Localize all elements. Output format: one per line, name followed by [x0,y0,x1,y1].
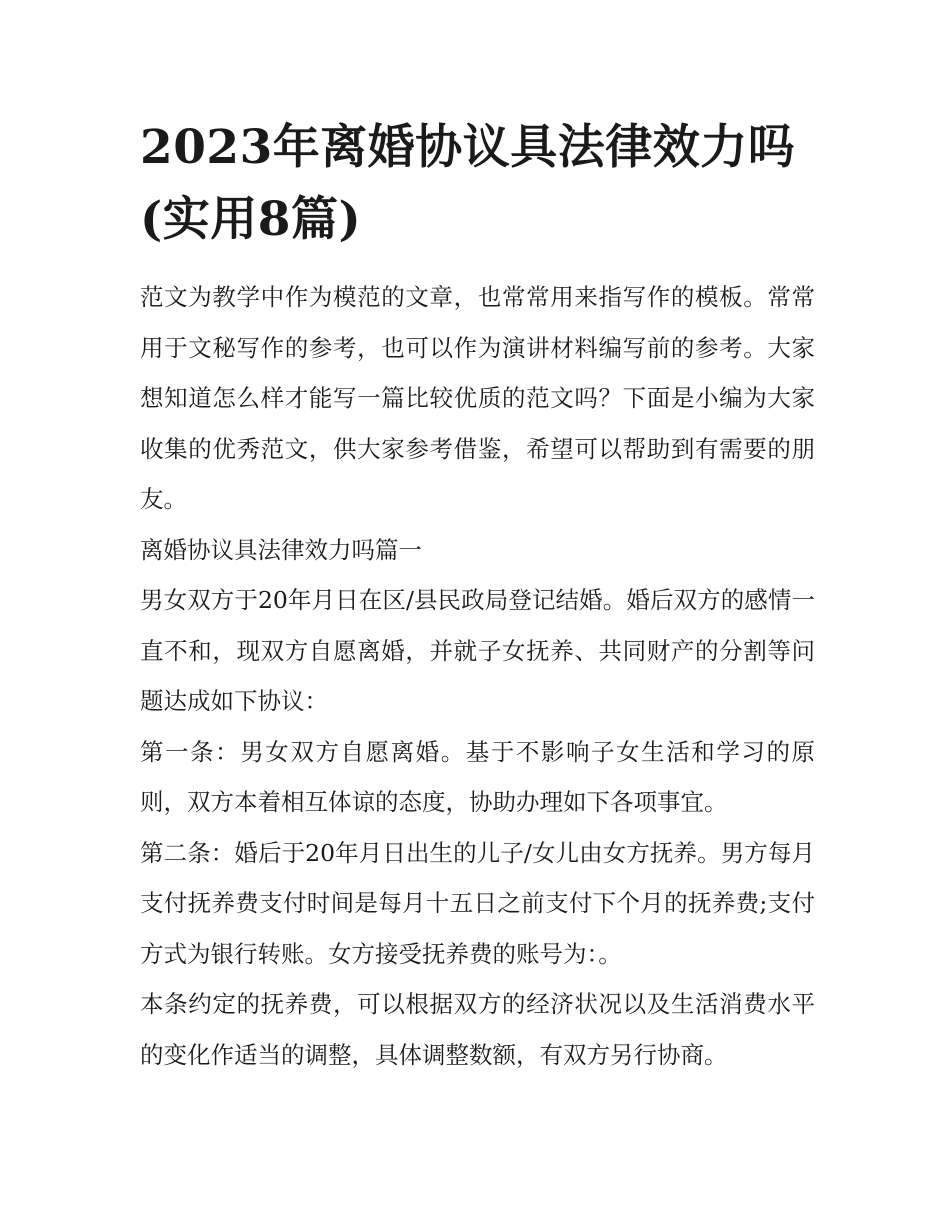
document-page [140,112,815,1080]
document-title: 2023年离婚协议具法律效力吗(实用8篇) [140,120,796,247]
body-paragraph: 男女双方于20年月日在区/县民政局登记结婚。婚后双方的感情一直不和，现双方自愿离婚，并就子女抚养、共同财产的分割等问题达成如下协议： [140,586,815,715]
intro-paragraph: 范文为教学中作为模范的文章，也常常用来指写作的模板。常常用于文秘写作的参考，也可以作为演讲材料编写前的参考。大家想知道怎么样才能写一篇比较优质的范文吗？下面是小编为大家收集的优秀范文，供大家参考借鉴，希望可以帮助到有需要的朋友。 [140,283,815,513]
document-body [140,272,815,1080]
section-heading: 离婚协议具法律效力吗篇一 [140,535,422,564]
body-paragraph: 本条约定的抚养费，可以根据双方的经济状况以及生活消费水平的变化作适当的调整，具体调整数额，有双方另行协商。 [140,990,815,1069]
clause-two-paragraph: 第二条：婚后于20年月日出生的儿子/女儿由女方抚养。男方每月支付抚养费支付时间是每月十五日之前支付下个月的抚养费;支付方式为银行转账。女方接受抚养费的账号为：。 [140,838,815,968]
clause-one-paragraph: 第一条：男女双方自愿离婚。基于不影响子女生活和学习的原则，双方本着相互体谅的态度，协助办理如下各项事宜。 [140,737,815,816]
